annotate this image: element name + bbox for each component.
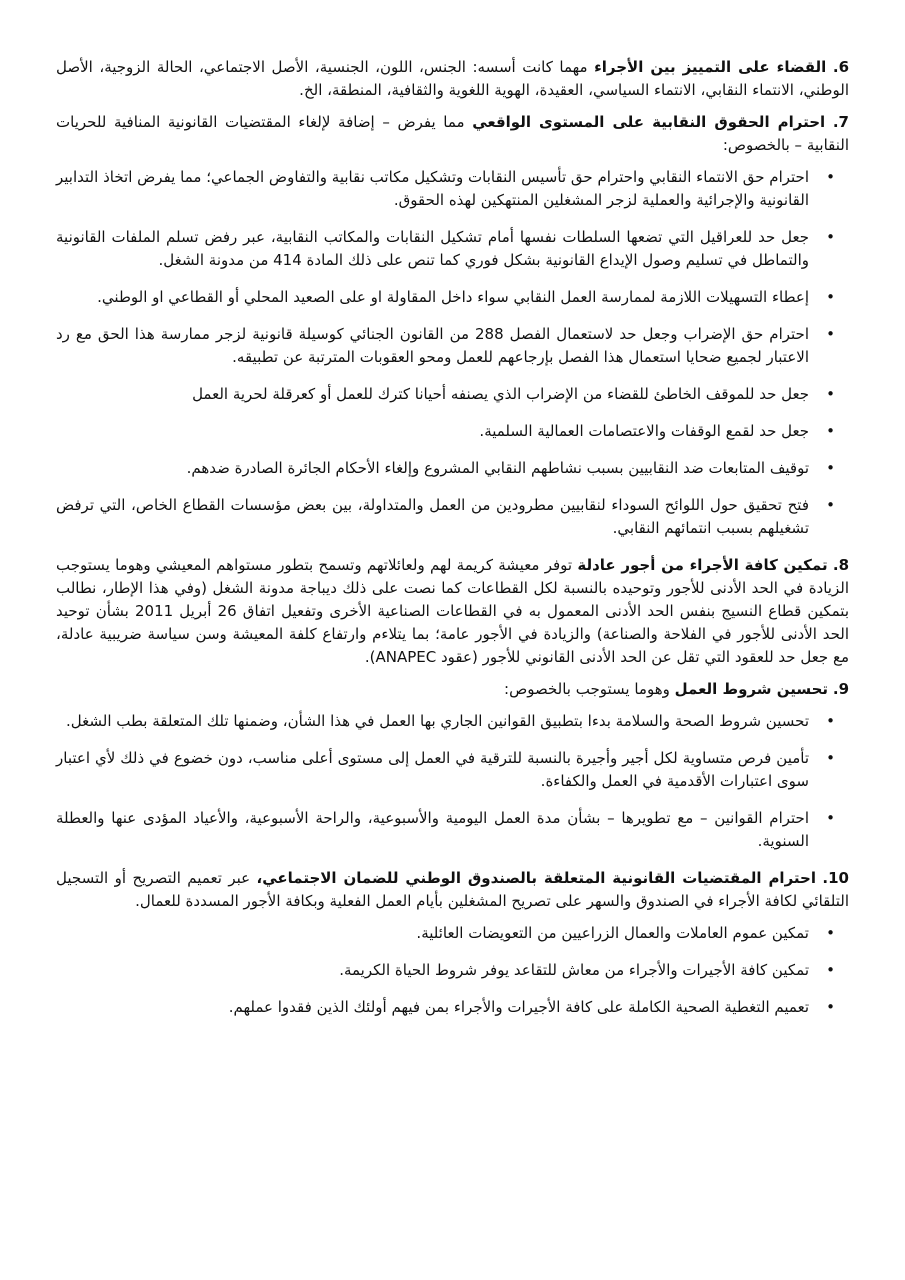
bullet-icon: • [826, 168, 835, 186]
bullet-icon: • [826, 496, 835, 514]
section-8-body: توفر معيشة كريمة لهم ولعائلاتهم وتسمح بتطور مستواهم المعيشي وهوما يستوجب الزيادة في الحد الأدنى للأجور وتوحيده بالنسبة لكل القطاعات كما نصت على ذلك ديباجة مدونة الشغل (وفي هذا الإطار، نطالب بتمكين قطاع النسيج بنفس الحد الأدنى المعمول به في القطاعات الصناعية الأخرى وتفعيل اتفاق 26 أبريل 2011 بشأن توحيد الحد الأدنى للأجور في الفلاحة والصناعة) والزيادة في الأجور عامة؛ بما يتلاءم وارتفاع كلفة المعيشة وسن سياسة ضريبية عادلة، مع جعل حد للعقود التي تقل عن الحد الأدنى القانوني للأجور (عقود ANAPEC). [56, 556, 849, 666]
list-item: • تعميم التغطية الصحية الكاملة على كافة الأجيرات والأجراء بمن فيهم أولئك الذين فقدوا عملهم. [56, 996, 809, 1019]
section-7-heading: احترام الحقوق النقابية على المستوى الواقعي [472, 113, 826, 131]
list-item: • جعل حد للموقف الخاطئ للقضاء من الإضراب الذي يصنفه أحيانا كترك للعمل أو كعرقلة لحرية العمل [56, 383, 809, 406]
section-7 [56, 111, 849, 157]
section-10-number: 10. [822, 869, 849, 887]
bullet-icon: • [826, 961, 835, 979]
section-9-body: وهوما يستوجب بالخصوص: [504, 680, 675, 698]
section-9-number: 9. [832, 680, 849, 698]
section-7-number: 7. [832, 113, 849, 131]
section-10-heading: احترام المقتضيات القانونية المتعلقة بالصندوق الوطني للضمان الاجتماعي، [256, 869, 816, 887]
list-item: • احترام القوانين – مع تطويرها – بشأن مدة العمل اليومية والأسبوعية، والراحة الأسبوعية، والأعياد المؤدى عنها والعطلة السنوية. [56, 809, 835, 850]
list-item: • تحسين شروط الصحة والسلامة بدءا بتطبيق القوانين الجاري بها العمل في هذا الشأن، وضمنها تلك المتعلقة بطب الشغل. [56, 710, 809, 733]
list-item: • تأمين فرص متساوية لكل أجير وأجيرة بالنسبة للترقية في العمل إلى مستوى أعلى مناسب، دون خضوع في ذلك لأي اعتبار سوى اعتبارات الأقدمية في العمل والكفاءة. [56, 749, 835, 790]
section-7-body: مما يفرض – إضافة لإلغاء المقتضيات القانونية المنافية للحريات النقابية – بالخصوص: [56, 113, 849, 154]
bullet-icon: • [826, 228, 835, 246]
section-9 [56, 678, 849, 701]
bullet-icon: • [826, 809, 835, 827]
list-item: • توقيف المتابعات ضد النقابيين بسبب نشاطهم النقابي المشروع وإلغاء الأحكام الجائرة الصادرة ضدهم. [56, 457, 809, 480]
bullet-icon: • [826, 325, 835, 343]
bullet-icon: • [826, 459, 835, 477]
section-6 [56, 56, 849, 102]
section-6-number: 6. [832, 58, 849, 76]
section-7-list [56, 166, 849, 540]
list-item: • جعل حد للعراقيل التي تضعها السلطات نفسها أمام تشكيل النقابات والمكاتب النقابية، عبر رفض تسلم الملفات القانونية والتماطل في تسليم وصول الإيداع القانونية بشكل فوري كما تنص على ذلك المادة 414 من مدونة الشغل. [56, 228, 835, 269]
bullet-icon: • [826, 924, 835, 942]
list-item: • تمكين كافة الأجيرات والأجراء من معاش للتقاعد يوفر شروط الحياة الكريمة. [56, 959, 809, 982]
list-item: • إعطاء التسهيلات اللازمة لممارسة العمل النقابي سواء داخل المقاولة او على الصعيد المحلي أو القطاعي او الوطني. [56, 286, 809, 309]
list-item: • تمكين عموم العاملات والعمال الزراعيين من التعويضات العائلية. [56, 922, 809, 945]
list-item: • فتح تحقيق حول اللوائح السوداء لنقابيين مطرودين من العمل والمتداولة، بين بعض مؤسسات القطاع الخاص، التي ترفض تشغيلهم بسبب انتمائهم النقابي. [56, 496, 835, 537]
section-6-body: مهما كانت أسسه: الجنس، اللون، الجنسية، الأصل الاجتماعي، الحالة الزوجية، الأصل الوطني، الانتماء النقابي، الانتماء السياسي، العقيدة، الهوية اللغوية والثقافية، المنطقة، الخ. [56, 58, 849, 99]
bullet-icon: • [826, 712, 835, 730]
section-8-heading: تمكين كافة الأجراء من أجور عادلة [577, 556, 828, 574]
bullet-icon: • [826, 422, 835, 440]
bullet-icon: • [826, 749, 835, 767]
bullet-icon: • [826, 998, 835, 1016]
section-8-number: 8. [832, 556, 849, 574]
section-8 [56, 554, 849, 669]
bullet-icon: • [826, 288, 835, 306]
bullet-icon: • [826, 385, 835, 403]
section-10 [56, 867, 849, 913]
list-item: • جعل حد لقمع الوقفات والاعتصامات العمالية السلمية. [56, 420, 809, 443]
section-6-heading: القضاء على التمييز بين الأجراء [594, 58, 827, 76]
section-9-list [56, 710, 849, 853]
list-item: • احترام حق الإضراب وجعل حد لاستعمال الفصل 288 من القانون الجنائي كوسيلة قانونية لزجر ممارسة هذا الحق مع رد الاعتبار لجميع ضحايا استعمال هذا الفصل بإرجاعهم للعمل ومحو العقوبات المترتبة عن تطبيقه. [56, 325, 835, 366]
section-9-heading: تحسين شروط العمل [674, 680, 829, 698]
section-10-list [56, 922, 849, 1019]
list-item: • احترام حق الانتماء النقابي واحترام حق تأسيس النقابات وتشكيل مكاتب نقابية والتفاوض الجماعي؛ مما يفرض اتخاذ التدابير القانونية والإجرائية والعملية لزجر المشغلين المنتهكين لهذه الحقوق. [56, 168, 835, 209]
section-10-body: عبر تعميم التصريح أو التسجيل التلقائي لكافة الأجراء في الصندوق والسهر على تصريح المشغلين بأيام العمل الفعلية وبكافة الأجور المسددة للعمال. [56, 869, 849, 910]
